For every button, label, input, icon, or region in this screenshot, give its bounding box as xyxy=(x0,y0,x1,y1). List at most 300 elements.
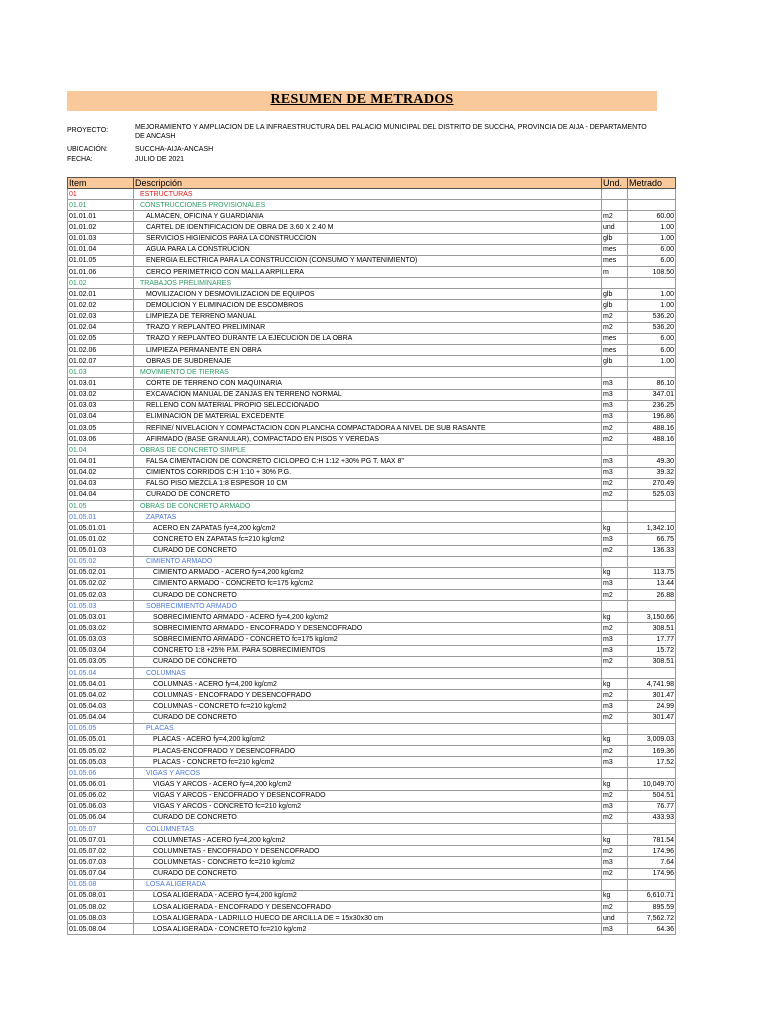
cell-und: m2 xyxy=(602,746,628,757)
table-row xyxy=(68,634,676,645)
cell-descripcion: ZAPATAS xyxy=(134,512,602,523)
cell-descripcion: CIMIENTO ARMADO - ACERO fy=4,200 kg/cm2 xyxy=(134,567,602,578)
table-row xyxy=(68,712,676,723)
cell-descripcion: COLUMNETAS - ACERO fy=4,200 kg/cm2 xyxy=(134,835,602,846)
cell-metrado: 174.96 xyxy=(628,846,676,857)
cell-metrado: 525.03 xyxy=(628,489,676,500)
cell-item: 01.05.05.01 xyxy=(68,734,134,745)
cell-metrado: 1.00 xyxy=(628,222,676,233)
ubicacion-label: UBICACIÓN: xyxy=(67,146,108,153)
cell-descripcion: CURADO DE CONCRETO xyxy=(134,590,602,601)
table-row xyxy=(68,545,676,556)
cell-und: m2 xyxy=(602,790,628,801)
proyecto-value: MEJORAMIENTO Y AMPLIACION DE LA INFRAESTRUCTURA DEL PALACIO MUNICIPAL DEL DISTRITO DE SUCCHA, PROVINCIA DE AIJA - DEPARTAMENTO DE ANCASH xyxy=(135,124,647,140)
table-header-row xyxy=(68,178,676,189)
cell-und xyxy=(602,200,628,211)
cell-metrado: 64.36 xyxy=(628,924,676,935)
cell-item: 01.04 xyxy=(68,445,134,456)
table-row xyxy=(68,434,676,445)
table-row xyxy=(68,612,676,623)
cell-descripcion: OBRAS DE CONCRETO SIMPLE xyxy=(134,445,602,456)
cell-und: m2 xyxy=(602,590,628,601)
cell-descripcion: FALSO PISO MEZCLA 1:8 ESPESOR 10 CM xyxy=(134,478,602,489)
cell-descripcion: VIGAS Y ARCOS - ENCOFRADO Y DESENCOFRADO xyxy=(134,790,602,801)
cell-und: m3 xyxy=(602,701,628,712)
cell-und: kg xyxy=(602,612,628,623)
cell-metrado: 7.64 xyxy=(628,857,676,868)
cell-descripcion: VIGAS Y ARCOS xyxy=(134,768,602,779)
cell-item: 01.05.07.03 xyxy=(68,857,134,868)
cell-und: glb xyxy=(602,300,628,311)
cell-descripcion: PLACAS-ENCOFRADO Y DESENCOFRADO xyxy=(134,746,602,757)
cell-metrado xyxy=(628,200,676,211)
metrados-table xyxy=(67,177,676,935)
cell-descripcion: CURADO DE CONCRETO xyxy=(134,545,602,556)
cell-und: m2 xyxy=(602,311,628,322)
cell-item: 01.02.05 xyxy=(68,333,134,344)
cell-item: 01.02.04 xyxy=(68,322,134,333)
cell-item: 01.05.04.02 xyxy=(68,690,134,701)
cell-item: 01.02.01 xyxy=(68,289,134,300)
cell-descripcion: PLACAS xyxy=(134,723,602,734)
cell-metrado: 536.20 xyxy=(628,311,676,322)
table-row xyxy=(68,801,676,812)
cell-metrado: 26.88 xyxy=(628,590,676,601)
cell-metrado: 7,562.72 xyxy=(628,913,676,924)
cell-item: 01.05.06.02 xyxy=(68,790,134,801)
cell-item: 01.05.02.02 xyxy=(68,578,134,589)
table-row xyxy=(68,924,676,935)
table-row xyxy=(68,289,676,300)
cell-item: 01.01.02 xyxy=(68,222,134,233)
cell-item: 01.02.06 xyxy=(68,344,134,355)
section-row xyxy=(68,367,676,378)
cell-metrado: 301.47 xyxy=(628,712,676,723)
cell-metrado: 17.77 xyxy=(628,634,676,645)
cell-item: 01.02.02 xyxy=(68,300,134,311)
cell-item: 01.03.01 xyxy=(68,378,134,389)
table-row xyxy=(68,857,676,868)
table-row xyxy=(68,645,676,656)
cell-descripcion: LIMPIEZA DE TERRENO MANUAL xyxy=(134,311,602,322)
cell-und: kg xyxy=(602,567,628,578)
cell-und: mes xyxy=(602,255,628,266)
cell-descripcion: FALSA CIMENTACION DE CONCRETO CICLOPEO C:H 1:12 +30% PG T. MAX 8" xyxy=(134,456,602,467)
cell-und: m3 xyxy=(602,645,628,656)
cell-descripcion: VIGAS Y ARCOS - ACERO fy=4,200 kg/cm2 xyxy=(134,779,602,790)
cell-item: 01.02 xyxy=(68,278,134,289)
cell-metrado: 6.00 xyxy=(628,344,676,355)
cell-metrado: 895.59 xyxy=(628,902,676,913)
cell-item: 01.05.05.03 xyxy=(68,757,134,768)
section-row xyxy=(68,668,676,679)
table-row xyxy=(68,701,676,712)
cell-descripcion: CURADO DE CONCRETO xyxy=(134,712,602,723)
cell-descripcion: CORTE DE TERRENO CON MAQUINARIA xyxy=(134,378,602,389)
cell-descripcion: ALMACEN, OFICINA Y GUARDIANIA xyxy=(134,211,602,222)
cell-und: m2 xyxy=(602,902,628,913)
cell-und: m3 xyxy=(602,634,628,645)
cell-item: 01.05.03 xyxy=(68,601,134,612)
section-row xyxy=(68,512,676,523)
cell-und: m2 xyxy=(602,545,628,556)
cell-und: m2 xyxy=(602,623,628,634)
cell-metrado: 17.52 xyxy=(628,757,676,768)
cell-metrado: 3,150.66 xyxy=(628,612,676,623)
cell-item: 01.04.04 xyxy=(68,489,134,500)
cell-item: 01.01.03 xyxy=(68,233,134,244)
cell-item: 01.01.06 xyxy=(68,266,134,277)
cell-metrado xyxy=(628,189,676,200)
cell-und: mes xyxy=(602,333,628,344)
table-row xyxy=(68,333,676,344)
cell-item: 01.01 xyxy=(68,200,134,211)
cell-descripcion: ELIMINACION DE MATERIAL EXCEDENTE xyxy=(134,411,602,422)
cell-descripcion: REFINE/ NIVELACION Y COMPACTACION CON PLANCHA COMPACTADORA A NIVEL DE SUB RASANTE xyxy=(134,422,602,433)
table-body xyxy=(68,189,676,935)
cell-descripcion: LOSA ALIGERADA - CONCRETO fc=210 kg/cm2 xyxy=(134,924,602,935)
cell-metrado: 4,741.98 xyxy=(628,679,676,690)
cell-descripcion: VIGAS Y ARCOS - CONCRETO fc=210 kg/cm2 xyxy=(134,801,602,812)
cell-metrado: 196.86 xyxy=(628,411,676,422)
cell-metrado: 113.75 xyxy=(628,567,676,578)
table-row xyxy=(68,846,676,857)
table-row xyxy=(68,378,676,389)
header-descripcion: Descripción xyxy=(134,178,602,189)
cell-und: kg xyxy=(602,734,628,745)
table-row xyxy=(68,913,676,924)
cell-metrado: 86.10 xyxy=(628,378,676,389)
table-row xyxy=(68,266,676,277)
cell-descripcion: COLUMNETAS xyxy=(134,824,602,835)
cell-metrado xyxy=(628,879,676,890)
cell-und xyxy=(602,445,628,456)
section-row xyxy=(68,879,676,890)
table-row xyxy=(68,489,676,500)
cell-metrado: 15.72 xyxy=(628,645,676,656)
cell-und: m3 xyxy=(602,456,628,467)
cell-descripcion: CERCO PERIMETRICO CON MALLA ARPILLERA xyxy=(134,266,602,277)
cell-und xyxy=(602,668,628,679)
cell-item: 01.02.03 xyxy=(68,311,134,322)
cell-metrado: 6,610.71 xyxy=(628,890,676,901)
cell-und: m2 xyxy=(602,712,628,723)
cell-item: 01.05.02 xyxy=(68,556,134,567)
table-row xyxy=(68,679,676,690)
cell-und: m2 xyxy=(602,656,628,667)
cell-item: 01.05.01.01 xyxy=(68,523,134,534)
cell-descripcion: LOSA ALIGERADA xyxy=(134,879,602,890)
table-row xyxy=(68,233,676,244)
cell-item: 01.05.01 xyxy=(68,512,134,523)
cell-metrado: 1,342.10 xyxy=(628,523,676,534)
cell-descripcion: OBRAS DE SUBDRENAJE xyxy=(134,356,602,367)
table-row xyxy=(68,779,676,790)
cell-metrado: 66.75 xyxy=(628,534,676,545)
cell-item: 01.03.04 xyxy=(68,411,134,422)
table-row xyxy=(68,656,676,667)
cell-descripcion: OBRAS DE CONCRETO ARMADO xyxy=(134,500,602,511)
cell-item: 01.04.01 xyxy=(68,456,134,467)
cell-und: m3 xyxy=(602,411,628,422)
cell-metrado xyxy=(628,278,676,289)
title-bar xyxy=(67,91,657,111)
cell-item: 01.03.05 xyxy=(68,422,134,433)
section-row xyxy=(68,556,676,567)
cell-und: m3 xyxy=(602,578,628,589)
cell-und: m2 xyxy=(602,690,628,701)
header-und: Und. xyxy=(602,178,628,189)
header-item: Item xyxy=(68,178,134,189)
cell-descripcion: CURADO DE CONCRETO xyxy=(134,656,602,667)
cell-und: und xyxy=(602,222,628,233)
table-row xyxy=(68,467,676,478)
cell-item: 01.05.06.01 xyxy=(68,779,134,790)
cell-descripcion: COLUMNETAS - CONCRETO fc=210 kg/cm2 xyxy=(134,857,602,868)
cell-metrado: 1.00 xyxy=(628,356,676,367)
cell-und: m3 xyxy=(602,534,628,545)
fecha-label: FECHA: xyxy=(67,156,93,163)
section-row xyxy=(68,278,676,289)
header-metrado: Metrado xyxy=(628,178,676,189)
cell-und: kg xyxy=(602,523,628,534)
cell-item: 01.03.02 xyxy=(68,389,134,400)
cell-descripcion: CIMIENTO ARMADO xyxy=(134,556,602,567)
cell-und: m2 xyxy=(602,434,628,445)
cell-descripcion: SOBRECIMIENTO ARMADO - CONCRETO fc=175 kg/cm2 xyxy=(134,634,602,645)
cell-und: kg xyxy=(602,779,628,790)
section-row xyxy=(68,200,676,211)
cell-item: 01.01.04 xyxy=(68,244,134,255)
cell-item: 01.05.07.01 xyxy=(68,835,134,846)
cell-descripcion: ESTRUCTURAS xyxy=(134,189,602,200)
cell-descripcion: CONCRETO 1:8 +25% P.M. PARA SOBRECIMIENTOS xyxy=(134,645,602,656)
cell-item: 01.05.06.04 xyxy=(68,812,134,823)
cell-und: m2 xyxy=(602,846,628,857)
table-row xyxy=(68,812,676,823)
cell-descripcion: LOSA ALIGERADA - LADRILLO HUECO DE ARCILLA DE = 15x30x30 cm xyxy=(134,913,602,924)
cell-descripcion: ENERGIA ELECTRICA PARA LA CONSTRUCCION (CONSUMO Y MANTENIMIENTO) xyxy=(134,255,602,266)
cell-und: mes xyxy=(602,344,628,355)
cell-metrado: 433.93 xyxy=(628,812,676,823)
table-row xyxy=(68,757,676,768)
page-title: RESUMEN DE METRADOS xyxy=(270,92,454,107)
cell-descripcion: SERVICIOS HIGIENICOS PARA LA CONSTRUCCION xyxy=(134,233,602,244)
cell-metrado: 1.00 xyxy=(628,233,676,244)
cell-und xyxy=(602,189,628,200)
cell-metrado: 236.25 xyxy=(628,400,676,411)
cell-item: 01.05.08.03 xyxy=(68,913,134,924)
cell-descripcion: CONCRETO EN ZAPATAS fc=210 kg/cm2 xyxy=(134,534,602,545)
cell-und: m2 xyxy=(602,868,628,879)
cell-descripcion: COLUMNETAS - ENCOFRADO Y DESENCOFRADO xyxy=(134,846,602,857)
cell-und xyxy=(602,824,628,835)
cell-und xyxy=(602,278,628,289)
cell-item: 01.05.04.03 xyxy=(68,701,134,712)
cell-descripcion: COLUMNAS - ENCOFRADO Y DESENCOFRADO xyxy=(134,690,602,701)
cell-und: m2 xyxy=(602,322,628,333)
cell-und: m2 xyxy=(602,211,628,222)
section-row xyxy=(68,601,676,612)
cell-metrado: 488.16 xyxy=(628,434,676,445)
cell-item: 01.05.03.04 xyxy=(68,645,134,656)
table-row xyxy=(68,590,676,601)
cell-und: m2 xyxy=(602,489,628,500)
cell-item: 01.03.03 xyxy=(68,400,134,411)
cell-metrado: 60.00 xyxy=(628,211,676,222)
cell-item: 01.05.06 xyxy=(68,768,134,779)
cell-und xyxy=(602,723,628,734)
cell-descripcion: SOBRECIMIENTO ARMADO xyxy=(134,601,602,612)
table-row xyxy=(68,255,676,266)
cell-metrado xyxy=(628,668,676,679)
table-row xyxy=(68,411,676,422)
cell-metrado: 6.00 xyxy=(628,255,676,266)
cell-item: 01.05.03.01 xyxy=(68,612,134,623)
cell-item: 01.05.04.01 xyxy=(68,679,134,690)
section-row xyxy=(68,445,676,456)
cell-metrado: 136.33 xyxy=(628,545,676,556)
cell-item: 01.05.07.04 xyxy=(68,868,134,879)
cell-metrado xyxy=(628,824,676,835)
cell-item: 01.05.02.03 xyxy=(68,590,134,601)
cell-metrado: 6.00 xyxy=(628,244,676,255)
table-row xyxy=(68,623,676,634)
cell-item: 01.05.07.02 xyxy=(68,846,134,857)
cell-descripcion: CIMIENTO ARMADO - CONCRETO fc=175 kg/cm2 xyxy=(134,578,602,589)
cell-descripcion: COLUMNAS - ACERO fy=4,200 kg/cm2 xyxy=(134,679,602,690)
cell-descripcion: SOBRECIMIENTO ARMADO - ENCOFRADO Y DESENCOFRADO xyxy=(134,623,602,634)
cell-descripcion: MOVIMIENTO DE TIERRAS xyxy=(134,367,602,378)
cell-und: kg xyxy=(602,679,628,690)
cell-metrado xyxy=(628,768,676,779)
cell-descripcion: CARTEL DE IDENTIFICACION DE OBRA DE 3.60 X 2.40 M xyxy=(134,222,602,233)
table-row xyxy=(68,534,676,545)
cell-item: 01.05.02.01 xyxy=(68,567,134,578)
cell-metrado xyxy=(628,556,676,567)
cell-item: 01.05.03.05 xyxy=(68,656,134,667)
cell-und: m3 xyxy=(602,389,628,400)
cell-und xyxy=(602,556,628,567)
cell-und: m3 xyxy=(602,400,628,411)
cell-metrado xyxy=(628,512,676,523)
cell-und: und xyxy=(602,913,628,924)
cell-metrado: 270.49 xyxy=(628,478,676,489)
cell-und xyxy=(602,879,628,890)
cell-descripcion: CONSTRUCCIONES PROVISIONALES xyxy=(134,200,602,211)
cell-metrado: 308.51 xyxy=(628,623,676,634)
table-row xyxy=(68,523,676,534)
cell-metrado: 174.96 xyxy=(628,868,676,879)
cell-item: 01.05.08 xyxy=(68,879,134,890)
cell-descripcion: COLUMNAS - CONCRETO fc=210 kg/cm2 xyxy=(134,701,602,712)
cell-metrado: 781.54 xyxy=(628,835,676,846)
table-row xyxy=(68,300,676,311)
proyecto-label: PROYECTO: xyxy=(67,127,109,134)
cell-item: 01.05.05.02 xyxy=(68,746,134,757)
cell-item: 01 xyxy=(68,189,134,200)
table-row xyxy=(68,478,676,489)
cell-und: m3 xyxy=(602,467,628,478)
cell-descripcion: TRAZO Y REPLANTEO DURANTE LA EJECUCION DE LA OBRA xyxy=(134,333,602,344)
cell-und: glb xyxy=(602,233,628,244)
cell-descripcion: LIMPIEZA PERMANENTE EN OBRA xyxy=(134,344,602,355)
table-row xyxy=(68,389,676,400)
table-row xyxy=(68,311,676,322)
cell-metrado: 347.01 xyxy=(628,389,676,400)
table-row xyxy=(68,456,676,467)
cell-metrado: 3,009.03 xyxy=(628,734,676,745)
cell-item: 01.04.03 xyxy=(68,478,134,489)
section-row xyxy=(68,768,676,779)
cell-und: m3 xyxy=(602,924,628,935)
cell-und: m3 xyxy=(602,857,628,868)
cell-metrado: 301.47 xyxy=(628,690,676,701)
cell-item: 01.05.06.03 xyxy=(68,801,134,812)
cell-item: 01.05.03.03 xyxy=(68,634,134,645)
cell-metrado xyxy=(628,367,676,378)
cell-und: m2 xyxy=(602,422,628,433)
table-row xyxy=(68,356,676,367)
table-row xyxy=(68,567,676,578)
table-row xyxy=(68,211,676,222)
cell-metrado: 24.99 xyxy=(628,701,676,712)
table-row xyxy=(68,734,676,745)
ubicacion-value: SUCCHA-AIJA-ANCASH xyxy=(135,146,214,153)
cell-descripcion: DEMOLICION Y ELIMINACION DE ESCOMBROS xyxy=(134,300,602,311)
cell-und: mes xyxy=(602,244,628,255)
cell-descripcion: PLACAS - CONCRETO fc=210 kg/cm2 xyxy=(134,757,602,768)
table-row xyxy=(68,835,676,846)
cell-descripcion: PLACAS - ACERO fy=4,200 kg/cm2 xyxy=(134,734,602,745)
cell-metrado: 308.51 xyxy=(628,656,676,667)
cell-und: kg xyxy=(602,890,628,901)
cell-und xyxy=(602,512,628,523)
cell-und: m3 xyxy=(602,801,628,812)
cell-descripcion: ACERO EN ZAPATAS fy=4,200 kg/cm2 xyxy=(134,523,602,534)
cell-metrado: 49.30 xyxy=(628,456,676,467)
cell-item: 01.05 xyxy=(68,500,134,511)
cell-descripcion: AFIRMADO (BASE GRANULAR), COMPACTADO EN PISOS Y VEREDAS xyxy=(134,434,602,445)
fecha-value: JULIO DE 2021 xyxy=(135,156,185,163)
cell-und: m2 xyxy=(602,812,628,823)
cell-item: 01.05.07 xyxy=(68,824,134,835)
cell-descripcion: CURADO DE CONCRETO xyxy=(134,489,602,500)
cell-metrado xyxy=(628,445,676,456)
cell-metrado xyxy=(628,723,676,734)
cell-und: m2 xyxy=(602,478,628,489)
cell-item: 01.05.08.04 xyxy=(68,924,134,935)
cell-und: kg xyxy=(602,835,628,846)
cell-item: 01.05.01.02 xyxy=(68,534,134,545)
cell-descripcion: TRAZO Y REPLANTEO PRELIMINAR xyxy=(134,322,602,333)
cell-metrado: 169.36 xyxy=(628,746,676,757)
cell-metrado: 39.32 xyxy=(628,467,676,478)
cell-descripcion: MOVILIZACION Y DESMOVILIZACION DE EQUIPOS xyxy=(134,289,602,300)
cell-metrado: 76.77 xyxy=(628,801,676,812)
cell-und: glb xyxy=(602,289,628,300)
section-row xyxy=(68,723,676,734)
cell-item: 01.05.08.02 xyxy=(68,902,134,913)
cell-metrado: 10,049.70 xyxy=(628,779,676,790)
cell-metrado: 13.44 xyxy=(628,578,676,589)
table-row xyxy=(68,746,676,757)
cell-item: 01.05.01.03 xyxy=(68,545,134,556)
cell-item: 01.01.05 xyxy=(68,255,134,266)
section-row xyxy=(68,500,676,511)
cell-item: 01.05.05 xyxy=(68,723,134,734)
table-row xyxy=(68,244,676,255)
